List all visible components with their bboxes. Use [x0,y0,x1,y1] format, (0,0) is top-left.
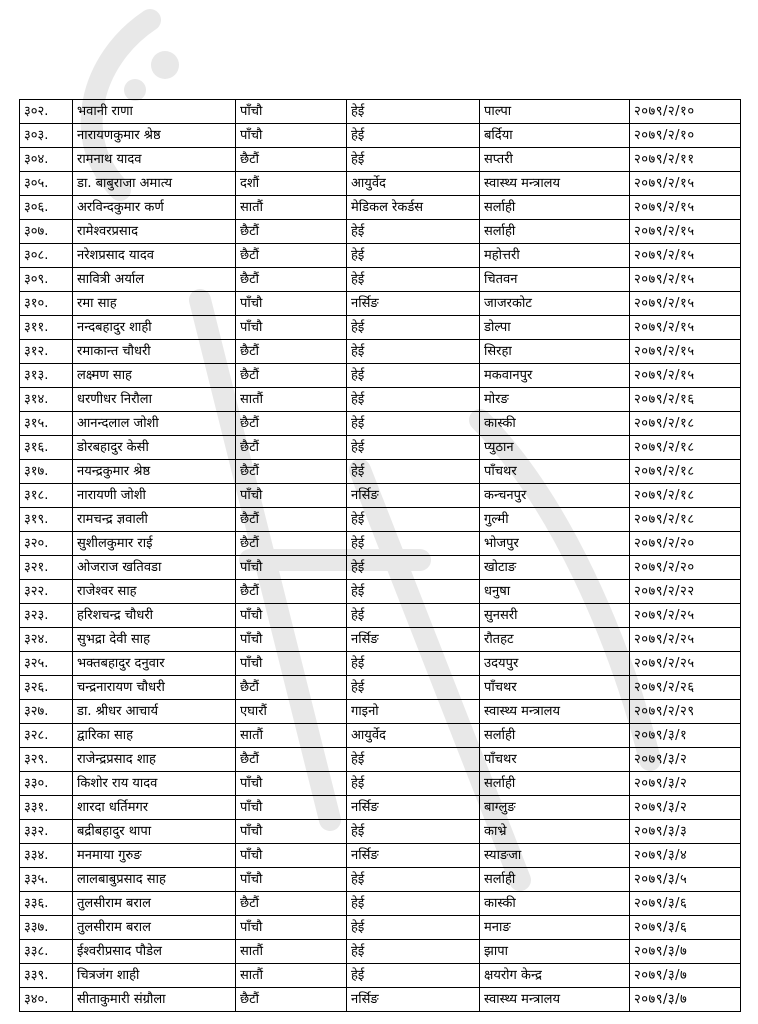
date-cell: २०७९/२/१५ [630,316,741,340]
name-cell: राजेन्द्रप्रसाद शाह [73,748,236,772]
serial-number-cell: ३३१. [20,796,73,820]
group-cell: हेई [347,652,480,676]
name-cell: रामचन्द्र ज्ञवाली [73,508,236,532]
office-cell: कास्की [480,892,630,916]
date-cell: २०७९/२/१५ [630,268,741,292]
serial-number-cell: ३२०. [20,532,73,556]
level-cell: पाँचौ [236,484,347,508]
level-cell: पाँचौ [236,916,347,940]
serial-number-cell: ३१९. [20,508,73,532]
group-cell: हेई [347,340,480,364]
serial-number-cell: ३३०. [20,772,73,796]
level-cell: छैटौं [236,220,347,244]
group-cell: हेई [347,388,480,412]
table-row [20,388,741,412]
date-cell: २०७९/२/१८ [630,508,741,532]
office-cell: पाँचथर [480,748,630,772]
group-cell: हेई [347,916,480,940]
level-cell: दशौं [236,172,347,196]
level-cell: छैटौं [236,268,347,292]
group-cell: हेई [347,124,480,148]
office-cell: सिरहा [480,340,630,364]
level-cell: छैटौं [236,148,347,172]
office-cell: सर्लाही [480,772,630,796]
office-cell: झापा [480,940,630,964]
level-cell: पाँचौ [236,772,347,796]
date-cell: २०७९/२/१८ [630,412,741,436]
office-cell: सर्लाही [480,868,630,892]
name-cell: रमा साह [73,292,236,316]
serial-number-cell: ३०७. [20,220,73,244]
level-cell: छैटौं [236,364,347,388]
group-cell: हेई [347,892,480,916]
name-cell: नारायणकुमार श्रेष्ठ [73,124,236,148]
table-row [20,748,741,772]
group-cell: हेई [347,748,480,772]
table-row [20,124,741,148]
office-cell: मकवानपुर [480,364,630,388]
group-cell: हेई [347,508,480,532]
name-cell: ईश्वरीप्रसाद पौडेल [73,940,236,964]
date-cell: २०७९/३/६ [630,892,741,916]
level-cell: सातौं [236,388,347,412]
serial-number-cell: ३२८. [20,724,73,748]
level-cell: पाँचौ [236,820,347,844]
date-cell: २०७९/२/१५ [630,220,741,244]
office-cell: स्वास्थ्य मन्त्रालय [480,172,630,196]
level-cell: पाँचौ [236,844,347,868]
serial-number-cell: ३१६. [20,436,73,460]
serial-number-cell: ३१४. [20,388,73,412]
table-row [20,340,741,364]
date-cell: २०७९/२/२५ [630,652,741,676]
date-cell: २०७९/२/२९ [630,700,741,724]
date-cell: २०७९/३/७ [630,988,741,1012]
table-row [20,604,741,628]
office-cell: सुनसरी [480,604,630,628]
office-cell: स्याङजा [480,844,630,868]
name-cell: डा. बाबुराजा अमात्य [73,172,236,196]
serial-number-cell: ३०८. [20,244,73,268]
office-cell: बर्दिया [480,124,630,148]
records-table-body [20,100,741,1012]
table-row [20,580,741,604]
office-cell: पाल्पा [480,100,630,124]
name-cell: आनन्दलाल जोशी [73,412,236,436]
group-cell: नर्सिङ [347,628,480,652]
name-cell: ओजराज खतिवडा [73,556,236,580]
name-cell: लक्ष्मण साह [73,364,236,388]
group-cell: हेई [347,556,480,580]
serial-number-cell: ३१५. [20,412,73,436]
table-row [20,844,741,868]
group-cell: हेई [347,676,480,700]
name-cell: भक्तबहादुर दनुवार [73,652,236,676]
office-cell: सर्लाही [480,220,630,244]
date-cell: २०७९/२/२५ [630,628,741,652]
table-row [20,532,741,556]
level-cell: छैटौं [236,244,347,268]
office-cell: सर्लाही [480,724,630,748]
name-cell: बद्रीबहादुर थापा [73,820,236,844]
date-cell: २०७९/३/५ [630,868,741,892]
table-row [20,508,741,532]
level-cell: पाँचौ [236,868,347,892]
date-cell: २०७९/३/३ [630,820,741,844]
name-cell: लालबाबुप्रसाद साह [73,868,236,892]
group-cell: नर्सिङ [347,292,480,316]
group-cell: हेई [347,100,480,124]
name-cell: मनमाया गुरुङ [73,844,236,868]
name-cell: तुलसीराम बराल [73,916,236,940]
serial-number-cell: ३२७. [20,700,73,724]
office-cell: उदयपुर [480,652,630,676]
group-cell: हेई [347,868,480,892]
date-cell: २०७९/३/६ [630,916,741,940]
table-row [20,244,741,268]
table-row [20,292,741,316]
level-cell: पाँचौ [236,292,347,316]
serial-number-cell: ३२४. [20,628,73,652]
date-cell: २०७९/३/२ [630,772,741,796]
level-cell: छैटौं [236,676,347,700]
serial-number-cell: ३०३. [20,124,73,148]
group-cell: हेई [347,532,480,556]
serial-number-cell: ३०६. [20,196,73,220]
name-cell: चित्रजंग शाही [73,964,236,988]
date-cell: २०७९/२/२० [630,532,741,556]
table-row [20,652,741,676]
date-cell: २०७९/२/१५ [630,292,741,316]
level-cell: पाँचौ [236,556,347,580]
level-cell: सातौं [236,940,347,964]
table-row [20,412,741,436]
group-cell: नर्सिङ [347,796,480,820]
serial-number-cell: ३३८. [20,940,73,964]
serial-number-cell: ३१३. [20,364,73,388]
level-cell: छैटौं [236,508,347,532]
level-cell: छैटौं [236,580,347,604]
date-cell: २०७९/२/१५ [630,196,741,220]
office-cell: स्वास्थ्य मन्त्रालय [480,988,630,1012]
group-cell: हेई [347,772,480,796]
table-row [20,316,741,340]
serial-number-cell: ३२२. [20,580,73,604]
table-row [20,916,741,940]
group-cell: हेई [347,412,480,436]
group-cell: आयुर्वेद [347,172,480,196]
name-cell: नयन्द्रकुमार श्रेष्ठ [73,460,236,484]
serial-number-cell: ३३२. [20,820,73,844]
serial-number-cell: ३३५. [20,868,73,892]
group-cell: हेई [347,604,480,628]
level-cell: पाँचौ [236,652,347,676]
serial-number-cell: ३३६. [20,892,73,916]
office-cell: कास्की [480,412,630,436]
serial-number-cell: ३०५. [20,172,73,196]
name-cell: हरिशचन्द्र चौधरी [73,604,236,628]
level-cell: छैटौं [236,340,347,364]
office-cell: रौतहट [480,628,630,652]
table-row [20,220,741,244]
office-cell: खोटाङ [480,556,630,580]
name-cell: शारदा धर्तिमगर [73,796,236,820]
group-cell: हेई [347,148,480,172]
level-cell: पाँचौ [236,796,347,820]
table-row [20,268,741,292]
name-cell: नारायणी जोशी [73,484,236,508]
office-cell: काभ्रे [480,820,630,844]
table-row [20,172,741,196]
group-cell: नर्सिङ [347,484,480,508]
table-row [20,484,741,508]
group-cell: हेई [347,964,480,988]
date-cell: २०७९/३/२ [630,796,741,820]
date-cell: २०७९/२/२५ [630,604,741,628]
group-cell: हेई [347,220,480,244]
serial-number-cell: ३२६. [20,676,73,700]
serial-number-cell: ३१८. [20,484,73,508]
date-cell: २०७९/२/१० [630,124,741,148]
name-cell: तुलसीराम बराल [73,892,236,916]
serial-number-cell: ३२१. [20,556,73,580]
date-cell: २०७९/२/१८ [630,484,741,508]
date-cell: २०७९/२/१५ [630,244,741,268]
table-row [20,772,741,796]
serial-number-cell: ३२९. [20,748,73,772]
table-row [20,148,741,172]
table-row [20,100,741,124]
group-cell: हेई [347,364,480,388]
office-cell: धनुषा [480,580,630,604]
group-cell: हेई [347,820,480,844]
name-cell: भवानी राणा [73,100,236,124]
name-cell: नन्दबहादुर शाही [73,316,236,340]
group-cell: हेई [347,460,480,484]
name-cell: अरविन्दकुमार कर्ण [73,196,236,220]
name-cell: डा. श्रीधर आचार्य [73,700,236,724]
name-cell: किशोर राय यादव [73,772,236,796]
group-cell: हेई [347,436,480,460]
office-cell: बाग्लुङ [480,796,630,820]
name-cell: सुभद्रा देवी साह [73,628,236,652]
serial-number-cell: ३३४. [20,844,73,868]
group-cell: हेई [347,268,480,292]
office-cell: गुल्मी [480,508,630,532]
table-row [20,556,741,580]
group-cell: हेई [347,580,480,604]
table-row [20,460,741,484]
office-cell: मोरङ [480,388,630,412]
level-cell: छैटौं [236,892,347,916]
group-cell: नर्सिङ [347,844,480,868]
serial-number-cell: ३०२. [20,100,73,124]
level-cell: सातौं [236,724,347,748]
group-cell: गाइनो [347,700,480,724]
serial-number-cell: ३३७. [20,916,73,940]
office-cell: सप्तरी [480,148,630,172]
office-cell: कन्चनपुर [480,484,630,508]
serial-number-cell: ३१२. [20,340,73,364]
date-cell: २०७९/३/२ [630,748,741,772]
office-cell: प्युठान [480,436,630,460]
group-cell: मेडिकल रेकर्डस [347,196,480,220]
table-row [20,868,741,892]
office-cell: भोजपुर [480,532,630,556]
level-cell: पाँचौ [236,316,347,340]
name-cell: रमाकान्त चौधरी [73,340,236,364]
group-cell: नर्सिङ [347,988,480,1012]
level-cell: छैटौं [236,412,347,436]
date-cell: २०७९/३/७ [630,964,741,988]
level-cell: पाँचौ [236,100,347,124]
date-cell: २०७९/२/१६ [630,388,741,412]
group-cell: हेई [347,244,480,268]
level-cell: छैटौं [236,436,347,460]
date-cell: २०७९/२/१८ [630,436,741,460]
level-cell: पाँचौ [236,628,347,652]
table-row [20,676,741,700]
serial-number-cell: ३२५. [20,652,73,676]
serial-number-cell: ३३९. [20,964,73,988]
date-cell: २०७९/३/४ [630,844,741,868]
level-cell: पाँचौ [236,604,347,628]
table-row [20,196,741,220]
level-cell: सातौं [236,196,347,220]
table-row [20,820,741,844]
office-cell: स्वास्थ्य मन्त्रालय [480,700,630,724]
level-cell: छैटौं [236,748,347,772]
serial-number-cell: ३०४. [20,148,73,172]
date-cell: २०७९/३/७ [630,940,741,964]
date-cell: २०७९/२/१८ [630,460,741,484]
table-row [20,988,741,1012]
serial-number-cell: ३११. [20,316,73,340]
group-cell: हेई [347,316,480,340]
office-cell: पाँचथर [480,676,630,700]
name-cell: रामेश्वरप्रसाद [73,220,236,244]
table-row [20,940,741,964]
name-cell: सावित्री अर्याल [73,268,236,292]
table-row [20,892,741,916]
date-cell: २०७९/२/१५ [630,364,741,388]
name-cell: द्वारिका साह [73,724,236,748]
date-cell: २०७९/२/१५ [630,172,741,196]
date-cell: २०७९/३/१ [630,724,741,748]
office-cell: पाँचथर [480,460,630,484]
office-cell: सर्लाही [480,196,630,220]
office-cell: चितवन [480,268,630,292]
name-cell: डोरबहादुर केसी [73,436,236,460]
date-cell: २०७९/२/१० [630,100,741,124]
date-cell: २०७९/२/११ [630,148,741,172]
office-cell: डोल्पा [480,316,630,340]
level-cell: छैटौं [236,532,347,556]
group-cell: आयुर्वेद [347,724,480,748]
name-cell: सीताकुमारी संग्रौला [73,988,236,1012]
office-cell: मनाङ [480,916,630,940]
office-cell: महोत्तरी [480,244,630,268]
serial-number-cell: ३०९. [20,268,73,292]
name-cell: नरेशप्रसाद यादव [73,244,236,268]
serial-number-cell: ३४०. [20,988,73,1012]
level-cell: एघारौं [236,700,347,724]
level-cell: छैटौं [236,988,347,1012]
date-cell: २०७९/२/२० [630,556,741,580]
name-cell: चन्द्रनारायण चौधरी [73,676,236,700]
group-cell: हेई [347,940,480,964]
table-row [20,364,741,388]
table-row [20,700,741,724]
table-row [20,724,741,748]
table-row [20,964,741,988]
office-cell: जाजरकोट [480,292,630,316]
serial-number-cell: ३२३. [20,604,73,628]
name-cell: रामनाथ यादव [73,148,236,172]
level-cell: पाँचौ [236,124,347,148]
serial-number-cell: ३१७. [20,460,73,484]
date-cell: २०७९/२/१५ [630,340,741,364]
name-cell: सुशीलकुमार राई [73,532,236,556]
date-cell: २०७९/२/२२ [630,580,741,604]
serial-number-cell: ३१०. [20,292,73,316]
name-cell: धरणीधर निरौला [73,388,236,412]
date-cell: २०७९/२/२६ [630,676,741,700]
records-table [19,99,741,1012]
office-cell: क्षयरोग केन्द्र [480,964,630,988]
name-cell: राजेश्वर साह [73,580,236,604]
level-cell: सातौं [236,964,347,988]
table-row [20,628,741,652]
table-row [20,436,741,460]
table-row [20,796,741,820]
level-cell: छैटौं [236,460,347,484]
